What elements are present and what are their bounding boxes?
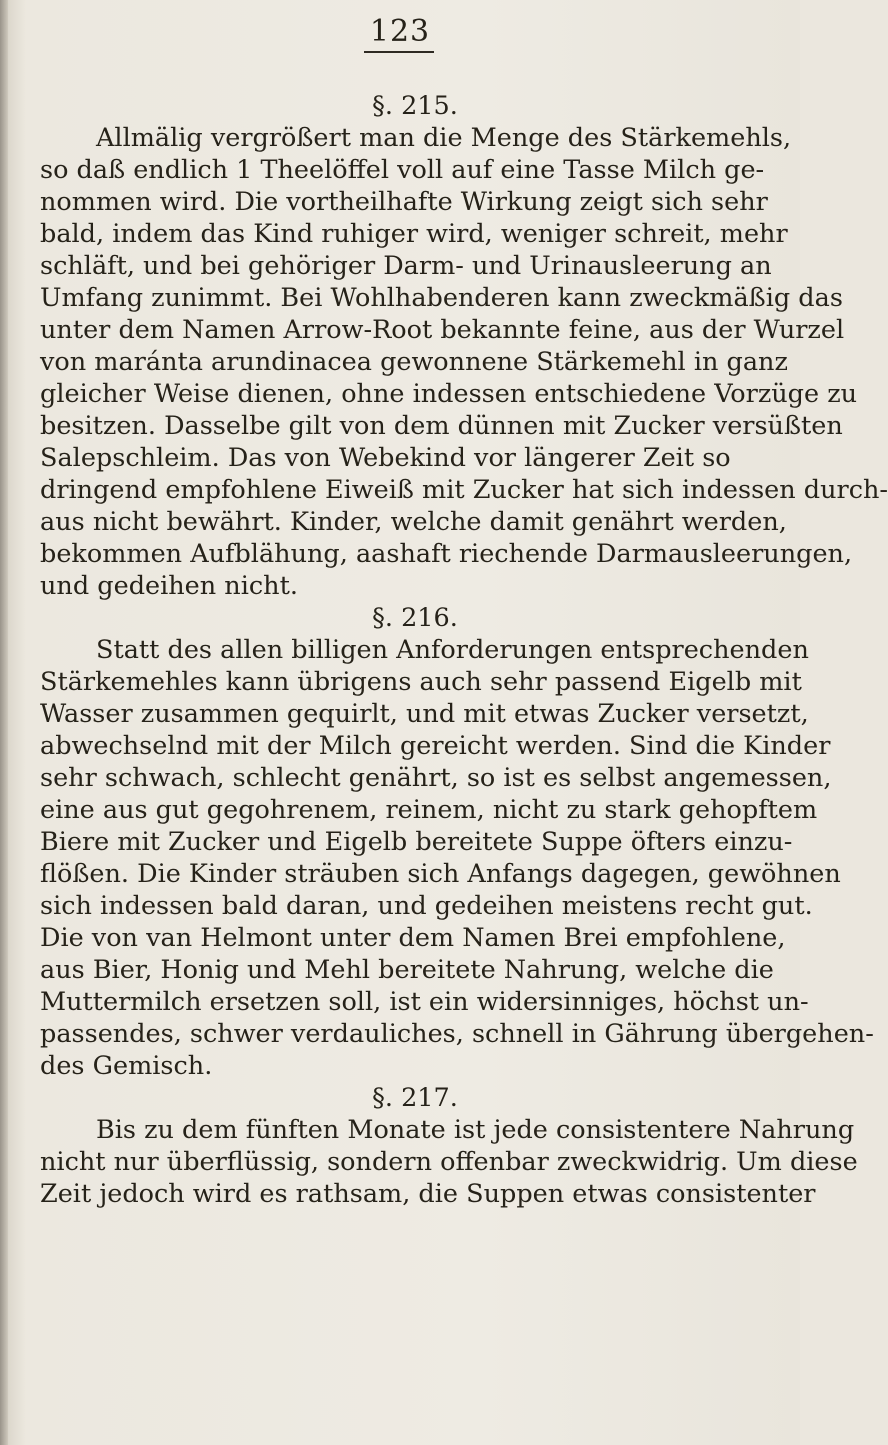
text-line: schläft, und bei gehöriger Darm- und Urinausleerung an	[40, 251, 772, 281]
text-line: Umfang zunimmt. Bei Wohlhabenderen kann zweckmäßig das	[40, 283, 843, 313]
text-line: bekommen Aufblähung, aashaft riechende Darmausleerungen,	[40, 539, 853, 569]
text-line: so daß endlich 1 Theelöffel voll auf eine Tasse Milch ge-	[40, 155, 765, 185]
text-line: dringend empfohlene Eiweiß mit Zucker hat sich indessen durch-	[40, 475, 888, 505]
text-line: eine aus gut gegohrenem, reinem, nicht zu stark gehopftem	[40, 795, 818, 825]
text-line: des Gemisch.	[40, 1051, 213, 1081]
text-line: sehr schwach, schlecht genährt, so ist es selbst angemessen,	[40, 763, 832, 793]
text-line: Muttermilch ersetzen soll, ist ein widersinniges, höchst un-	[40, 987, 809, 1017]
text-line: sich indessen bald daran, und gedeihen meistens recht gut.	[40, 891, 813, 921]
text-line: aus nicht bewährt. Kinder, welche damit genährt werden,	[40, 507, 787, 537]
text-line: passendes, schwer verdauliches, schnell in Gährung übergehen-	[40, 1019, 874, 1049]
text-line: flößen. Die Kinder sträuben sich Anfangs dagegen, gewöhnen	[40, 859, 841, 889]
text-line: bald, indem das Kind ruhiger wird, weniger schreit, mehr	[40, 219, 788, 249]
text-line: Salepschleim. Das von Webekind vor längerer Zeit so	[40, 443, 731, 473]
page-number: 123	[369, 14, 431, 49]
text-line: Stärkemehles kann übrigens auch sehr passend Eigelb mit	[40, 667, 802, 697]
text-line: aus Bier, Honig und Mehl bereitete Nahrung, welche die	[40, 955, 774, 985]
section-heading: §. 215.	[372, 91, 458, 121]
text-line: Bis zu dem fünften Monate ist jede consistentere Nahrung	[96, 1115, 855, 1145]
text-line: nicht nur überflüssig, sondern offenbar zweckwidrig. Um diese	[40, 1147, 858, 1177]
text-line: von maránta arundinacea gewonnene Stärkemehl in ganz	[40, 347, 788, 377]
text-line: Biere mit Zucker und Eigelb bereitete Suppe öfters einzu-	[40, 827, 793, 857]
text-line: Allmälig vergrößert man die Menge des Stärkemehls,	[96, 123, 792, 153]
text-line: Statt des allen billigen Anforderungen entsprechenden	[96, 635, 809, 665]
text-line: Zeit jedoch wird es rathsam, die Suppen etwas consistenter	[40, 1179, 816, 1209]
text-line: Wasser zusammen gequirlt, und mit etwas Zucker versetzt,	[40, 699, 809, 729]
text-line: Die von van Helmont unter dem Namen Brei empfohlene,	[40, 923, 786, 953]
text-line: und gedeihen nicht.	[40, 571, 298, 601]
body-text	[40, 90, 888, 1210]
section-heading: §. 217.	[372, 1083, 458, 1113]
text-line: unter dem Namen Arrow-Root bekannte feine, aus der Wurzel	[40, 315, 845, 345]
page-number-rule	[364, 51, 434, 53]
page-spine-shadow	[0, 0, 8, 1445]
section-heading: §. 216.	[372, 603, 458, 633]
text-line: abwechselnd mit der Milch gereicht werden. Sind die Kinder	[40, 731, 831, 761]
text-line: nommen wird. Die vortheilhafte Wirkung zeigt sich sehr	[40, 187, 768, 217]
text-line: besitzen. Dasselbe gilt von dem dünnen mit Zucker versüßten	[40, 411, 843, 441]
text-line: gleicher Weise dienen, ohne indessen entschiedene Vorzüge zu	[40, 379, 858, 409]
